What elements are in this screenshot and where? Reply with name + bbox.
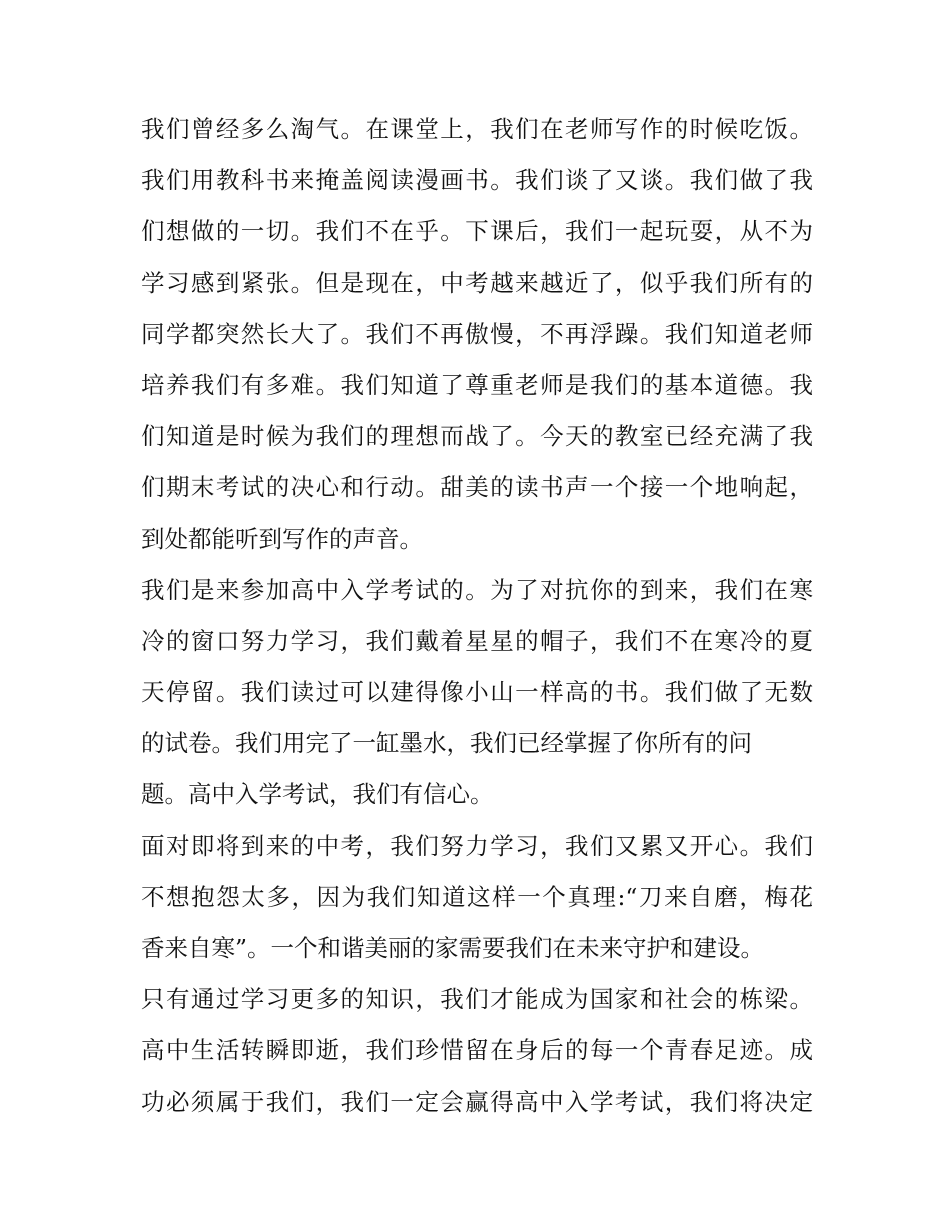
paragraph-3 xyxy=(141,821,813,1128)
text-line: 我们曾经多么淘气。在课堂上，我们在老师写作的时候吃饭。 xyxy=(141,115,813,143)
text-line: 们期末考试的决心和行动。甜美的读书声一个接一个地响起， xyxy=(141,473,813,502)
text-line: 们想做的一切。我们不在乎。下课后，我们一起玩耍，从不为 xyxy=(141,217,813,246)
text-line: 只有通过学习更多的知识，我们才能成为国家和社会的栋梁。 xyxy=(141,985,813,1014)
text-line: 香来自寒”。一个和谐美丽的家需要我们在未来守护和建设。 xyxy=(141,934,765,962)
text-line: 我们是来参加高中入学考试的。为了对抗你的到来，我们在寒 xyxy=(141,575,813,604)
text-line: 题。高中入学考试，我们有信心。 xyxy=(141,780,494,809)
text-line: 面对即将到来的中考，我们努力学习，我们又累又开心。我们 xyxy=(141,831,813,860)
text-line: 我们用教科书来掩盖阅读漫画书。我们谈了又谈。我们做了我 xyxy=(141,166,813,195)
text-line: 同学都突然长大了。我们不再傲慢，不再浮躁。我们知道老师 xyxy=(141,319,813,348)
text-line: 学习感到紧张。但是现在，中考越来越近了，似乎我们所有的 xyxy=(141,268,813,297)
text-line: 到处都能听到写作的声音。 xyxy=(141,524,423,553)
text-line: 不想抱怨太多，因为我们知道这样一个真理:“刀来自磨，梅花 xyxy=(141,882,813,911)
text-line: 天停留。我们读过可以建得像小山一样高的书。我们做了无数 xyxy=(141,678,813,707)
text-line: 功必须属于我们，我们一定会赢得高中入学考试，我们将决定 xyxy=(141,1087,813,1116)
document-body xyxy=(141,104,813,1128)
text-line: 冷的窗口努力学习，我们戴着星星的帽子，我们不在寒冷的夏 xyxy=(141,626,813,655)
paragraph-1 xyxy=(141,104,813,565)
text-line: 的试卷。我们用完了一缸墨水，我们已经掌握了你所有的问 xyxy=(141,729,752,758)
text-line: 高中生活转瞬即逝，我们珍惜留在身后的每一个青春足迹。成 xyxy=(141,1036,813,1065)
text-line: 们知道是时候为我们的理想而战了。今天的教室已经充满了我 xyxy=(141,422,813,451)
paragraph-2 xyxy=(141,565,813,821)
text-line: 培养我们有多难。我们知道了尊重老师是我们的基本道德。我 xyxy=(141,370,813,399)
